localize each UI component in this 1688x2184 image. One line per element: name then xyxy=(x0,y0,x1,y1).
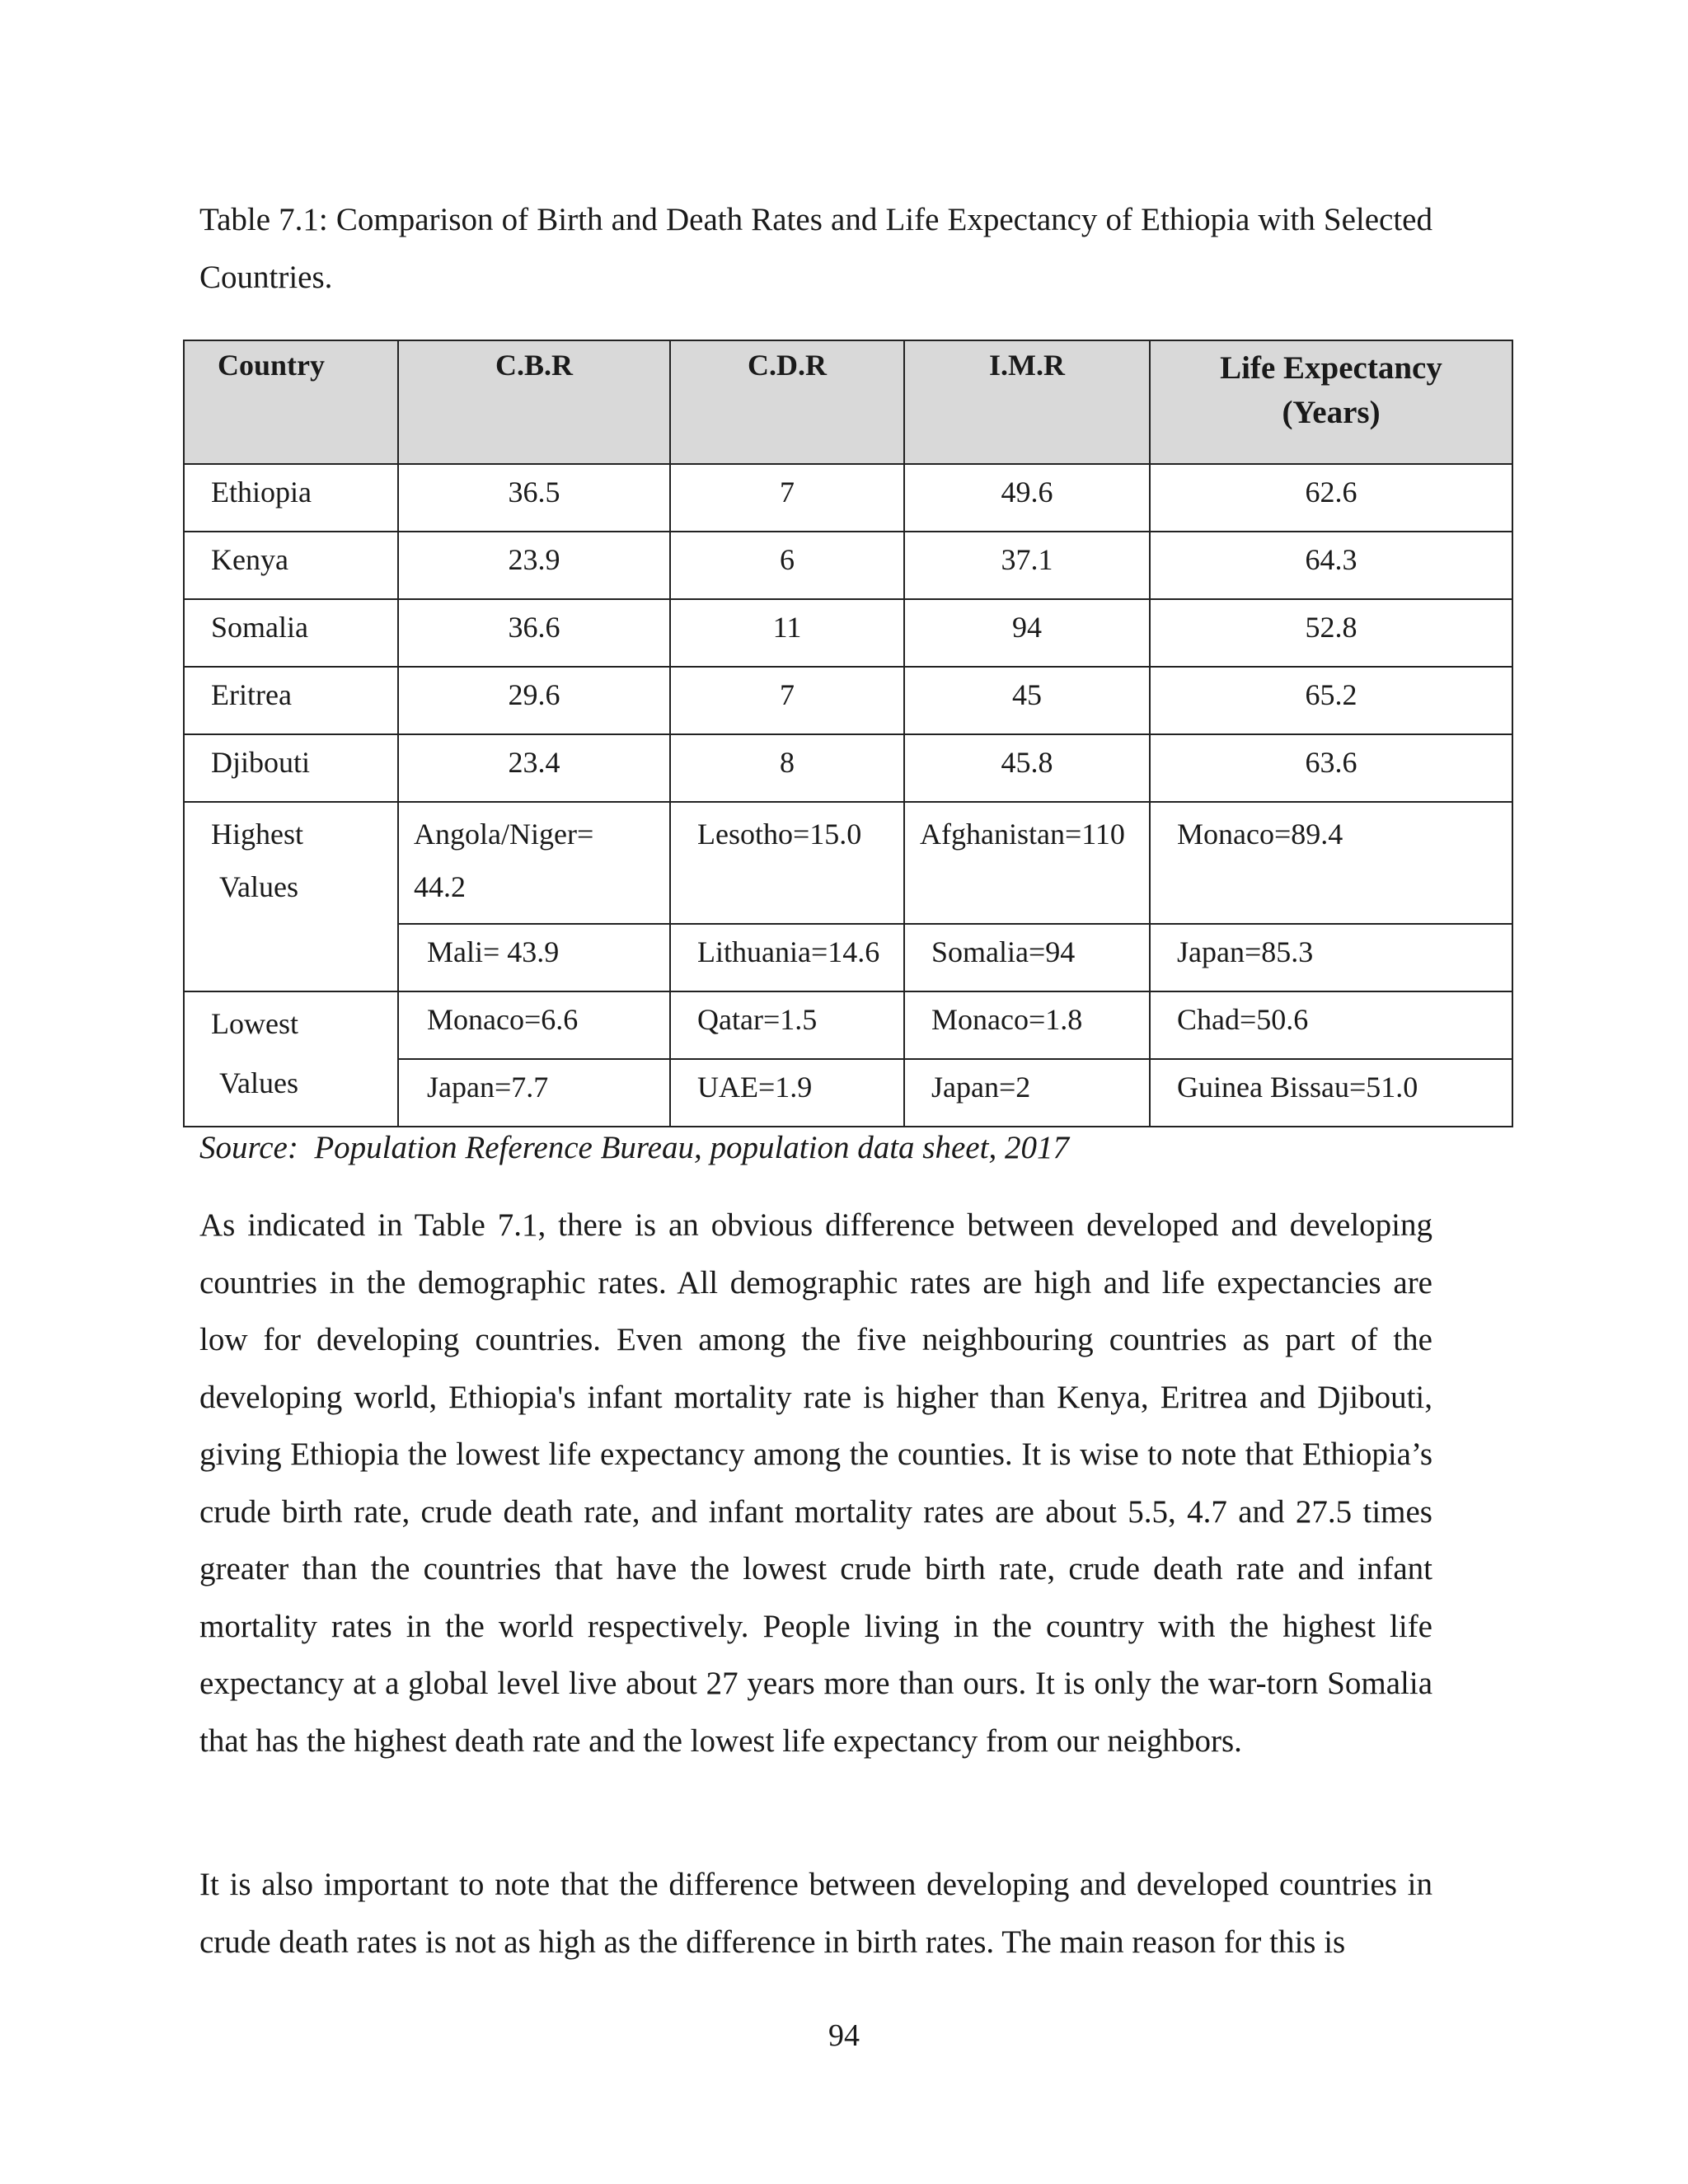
cell-imr: 45 xyxy=(904,667,1150,734)
cell-lowest-imr: Monaco=1.8 xyxy=(904,991,1150,1059)
cell-cbr: 36.5 xyxy=(398,464,670,532)
highest-values-row xyxy=(184,802,1512,924)
cell-life: 63.6 xyxy=(1150,734,1512,802)
cell-highest-imr-2: Somalia=94 xyxy=(904,924,1150,991)
cell-highest-life: Monaco=89.4 xyxy=(1150,802,1512,924)
cell-highest-cbr-2: Mali= 43.9 xyxy=(398,924,670,991)
header-cdr: C.D.R xyxy=(670,340,904,464)
cell-life: 52.8 xyxy=(1150,599,1512,667)
cell-imr: 37.1 xyxy=(904,532,1150,599)
lowest-values-label: Lowest Values xyxy=(184,991,398,1127)
table-row xyxy=(184,532,1512,599)
body-paragraph-1: As indicated in Table 7.1, there is an obvious difference between developed and developing countries in the demographic rates. All demographic rates are high and life expectancies are low for developing countries. Even among the five neighbouring countries as part of the developing world, Ethiopia's infant mortality rate is higher than Kenya, Eritrea and Djibouti, giving Ethiopia the lowest life expectancy among the counties. It is wise to note that Ethiopia’s crude birth rate, crude death rate, and infant mortality rates are about 5.5, 4.7 and 27.5 times greater than the countries that have the lowest crude birth rate, crude death rate and infant mortality rates in the world respectively. People living in the country with the highest life expectancy at a global level live about 27 years more than ours. It is only the war-torn Somalia that has the highest death rate and the lowest life expectancy from our neighbors. xyxy=(199,1207,1432,1759)
highest-values-label: Highest Values xyxy=(184,802,398,991)
cell-cdr: 7 xyxy=(670,464,904,532)
cell-lowest-life-2: Guinea Bissau=51.0 xyxy=(1150,1059,1512,1127)
cell-highest-life-2: Japan=85.3 xyxy=(1150,924,1512,991)
header-cbr: C.B.R xyxy=(398,340,670,464)
header-life-line2: (Years) xyxy=(1282,395,1381,430)
cell-country: Somalia xyxy=(184,599,398,667)
cell-imr: 45.8 xyxy=(904,734,1150,802)
cell-country: Djibouti xyxy=(184,734,398,802)
cell-imr: 49.6 xyxy=(904,464,1150,532)
page-number: 94 xyxy=(828,2018,860,2053)
cell-life: 64.3 xyxy=(1150,532,1512,599)
cell-lowest-life: Chad=50.6 xyxy=(1150,991,1512,1059)
cell-cbr: 29.6 xyxy=(398,667,670,734)
cell-cdr: 11 xyxy=(670,599,904,667)
cell-highest-cdr-2: Lithuania=14.6 xyxy=(670,924,904,991)
comparison-table xyxy=(183,340,1513,1127)
cell-cdr: 7 xyxy=(670,667,904,734)
table-caption: Table 7.1: Comparison of Birth and Death Rates and Life Expectancy of Ethiopia with Selected Countries. xyxy=(199,202,1432,295)
cell-highest-cbr: Angola/Niger= 44.2 xyxy=(398,802,670,924)
table-header-row xyxy=(184,340,1512,464)
table-row xyxy=(184,667,1512,734)
header-life-expectancy xyxy=(1150,340,1512,464)
cell-country: Eritrea xyxy=(184,667,398,734)
cell-highest-cdr: Lesotho=15.0 xyxy=(670,802,904,924)
cell-imr: 94 xyxy=(904,599,1150,667)
cell-cbr: 23.4 xyxy=(398,734,670,802)
cell-cbr: 23.9 xyxy=(398,532,670,599)
header-imr: I.M.R xyxy=(904,340,1150,464)
cell-country: Ethiopia xyxy=(184,464,398,532)
cell-cdr: 6 xyxy=(670,532,904,599)
table-row xyxy=(184,599,1512,667)
table-row xyxy=(184,734,1512,802)
cell-lowest-cbr-2: Japan=7.7 xyxy=(398,1059,670,1127)
header-life-line1: Life Expectancy xyxy=(1220,350,1442,386)
cell-cdr: 8 xyxy=(670,734,904,802)
table-source: Source: Population Reference Bureau, population data sheet, 2017 xyxy=(199,1130,1069,1165)
header-country: Country xyxy=(184,340,398,464)
lowest-values-row xyxy=(184,991,1512,1059)
body-paragraph-2: It is also important to note that the difference between developing and developed countries in crude death rates is not as high as the difference in birth rates. The main reason for this is xyxy=(199,1867,1432,1960)
cell-cbr: 36.6 xyxy=(398,599,670,667)
cell-highest-imr: Afghanistan=110 xyxy=(904,802,1150,924)
table-row xyxy=(184,464,1512,532)
cell-lowest-cdr: Qatar=1.5 xyxy=(670,991,904,1059)
cell-life: 62.6 xyxy=(1150,464,1512,532)
cell-lowest-cbr: Monaco=6.6 xyxy=(398,991,670,1059)
cell-lowest-cdr-2: UAE=1.9 xyxy=(670,1059,904,1127)
cell-country: Kenya xyxy=(184,532,398,599)
cell-lowest-imr-2: Japan=2 xyxy=(904,1059,1150,1127)
cell-life: 65.2 xyxy=(1150,667,1512,734)
